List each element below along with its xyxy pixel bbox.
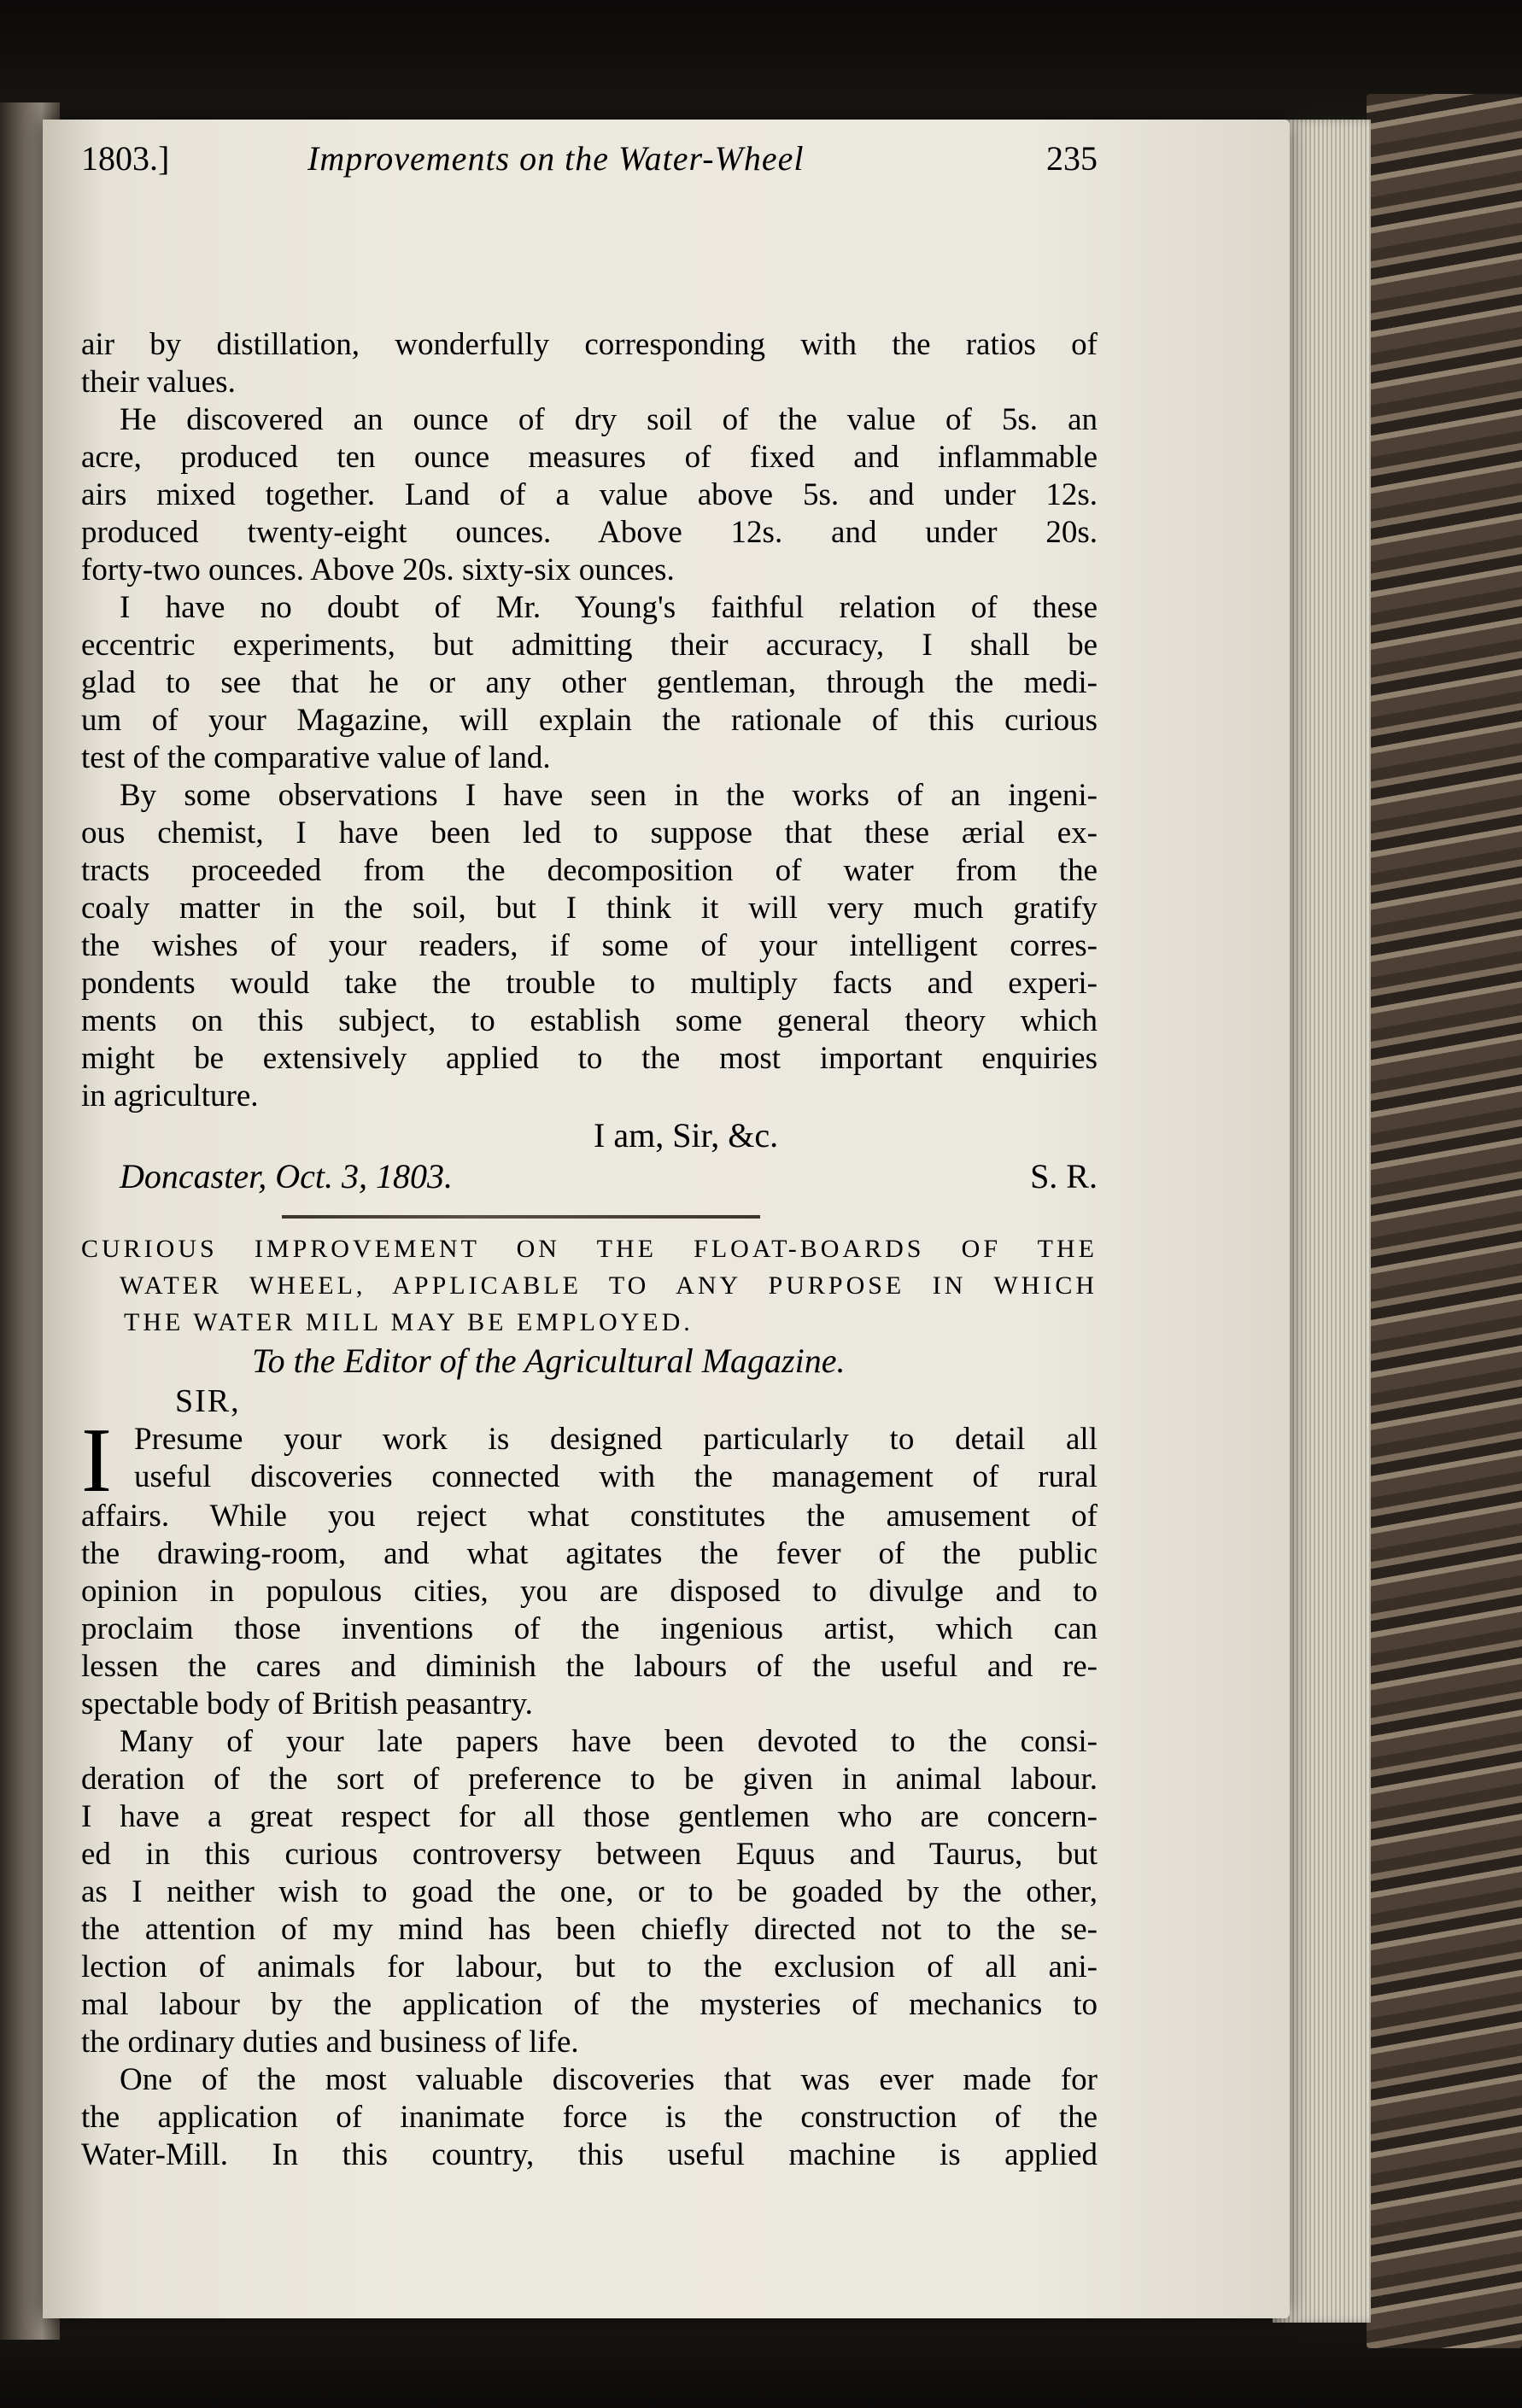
text-line: their values. [81, 365, 236, 400]
text-line: the attention of my mind has been chiefly directed not to the se- [81, 1912, 1098, 1947]
page-number: 235 [1046, 139, 1098, 178]
text-line: Water-Mill. In this country, this useful machine is applied [81, 2137, 1098, 2172]
text-line: the drawing-room, and what agitates the fever of the public [81, 1536, 1098, 1571]
text-line: Many of your late papers have been devoted to the consi- [120, 1724, 1098, 1759]
body-text-lower [81, 1201, 1098, 2174]
section-divider [282, 1215, 760, 1219]
text-line: By some observations I have seen in the works of an ingeni- [120, 778, 1098, 813]
text-line: glad to see that he or any other gentleman, through the medi- [81, 665, 1098, 700]
addressee: To the Editor of the Agricultural Magazine. [252, 1341, 846, 1380]
text-line: might be extensively applied to the most important enquiries [81, 1041, 1098, 1076]
text-line: mal labour by the application of the mysteries of mechanics to [81, 1987, 1098, 2022]
text-line: proclaim those inventions of the ingenious artist, which can [81, 1611, 1098, 1646]
text-line: pondents would take the trouble to multiply facts and experi- [81, 966, 1098, 1001]
text-line: spectable body of British peasantry. [81, 1686, 533, 1721]
signoff: I am, Sir, &c. [594, 1116, 779, 1154]
text-line: affairs. While you reject what constitutes the amusement of [81, 1499, 1098, 1534]
text-line: lection of animals for labour, but to the exclusion of all ani- [81, 1949, 1098, 1984]
drop-cap: I [81, 1421, 112, 1498]
text-line: useful discoveries connected with the management of rural [134, 1459, 1098, 1494]
text-line: airs mixed together. Land of a value above 5s. and under 12s. [81, 477, 1098, 512]
text-line: ed in this curious controversy between Equus and Taurus, but [81, 1837, 1098, 1872]
text-line: as I neither wish to goad the one, or to be goaded by the other, [81, 1874, 1098, 1909]
text-line: air by distillation, wonderfully corresponding with the ratios of [81, 327, 1098, 362]
text-line: deration of the sort of preference to be given in animal labour. [81, 1762, 1098, 1797]
text-line: the ordinary duties and business of life. [81, 2025, 579, 2060]
place-date: Doncaster, Oct. 3, 1803. [120, 1157, 453, 1195]
body-text-upper [81, 326, 1098, 1199]
text-line: coaly matter in the soil, but I think it will very much gratify [81, 891, 1098, 926]
text-line: test of the comparative value of land. [81, 740, 551, 775]
text-line: forty-two ounces. Above 20s. sixty-six ounces. [81, 552, 675, 587]
text-line: produced twenty-eight ounces. Above 12s. and under 20s. [81, 515, 1098, 550]
text-line: I have a great respect for all those gentlemen who are concern- [81, 1799, 1098, 1834]
author-initials: S. R. [1030, 1157, 1098, 1195]
text-line: in agriculture. [81, 1078, 259, 1113]
text-line: ous chemist, I have been led to suppose that these ærial ex- [81, 815, 1098, 850]
text-line: He discovered an ounce of dry soil of the value of 5s. an [120, 402, 1098, 437]
salutation: SIR, [175, 1383, 241, 1419]
article-title-line: THE WATER MILL MAY BE EMPLOYED. [124, 1308, 694, 1336]
text-line: the wishes of your readers, if some of your intelligent corres- [81, 928, 1098, 963]
text-line: opinion in populous cities, you are disposed to divulge and to [81, 1574, 1098, 1609]
text-line: I have no doubt of Mr. Young's faithful relation of these [120, 590, 1098, 625]
article-title-line: WATER WHEEL, APPLICABLE TO ANY PURPOSE IN WHICH [120, 1271, 1098, 1300]
drop-cap-block [81, 1421, 1098, 1498]
article-title-line: CURIOUS IMPROVEMENT ON THE FLOAT-BOARDS OF THE [81, 1235, 1098, 1263]
marbled-cover-edge [1367, 94, 1522, 2348]
signature-line [81, 1156, 1098, 1199]
text-line: the application of inanimate force is the construction of the [81, 2100, 1098, 2135]
text-line: One of the most valuable discoveries that was ever made for [120, 2062, 1098, 2097]
text-line: lessen the cares and diminish the labours of the useful and re- [81, 1649, 1098, 1684]
running-header [81, 138, 1098, 190]
text-line: acre, produced ten ounce measures of fixed and inflammable [81, 440, 1098, 475]
text-line: eccentric experiments, but admitting their accuracy, I shall be [81, 628, 1098, 663]
text-line: um of your Magazine, will explain the rationale of this curious [81, 703, 1098, 738]
header-year: 1803.] [81, 139, 170, 178]
header-title: Improvements on the Water-Wheel [307, 139, 805, 178]
text-line: tracts proceeded from the decomposition of water from the [81, 853, 1098, 888]
text-line: Presume your work is designed particularly to detail all [134, 1422, 1098, 1457]
text-line: ments on this subject, to establish some general theory which [81, 1003, 1098, 1038]
